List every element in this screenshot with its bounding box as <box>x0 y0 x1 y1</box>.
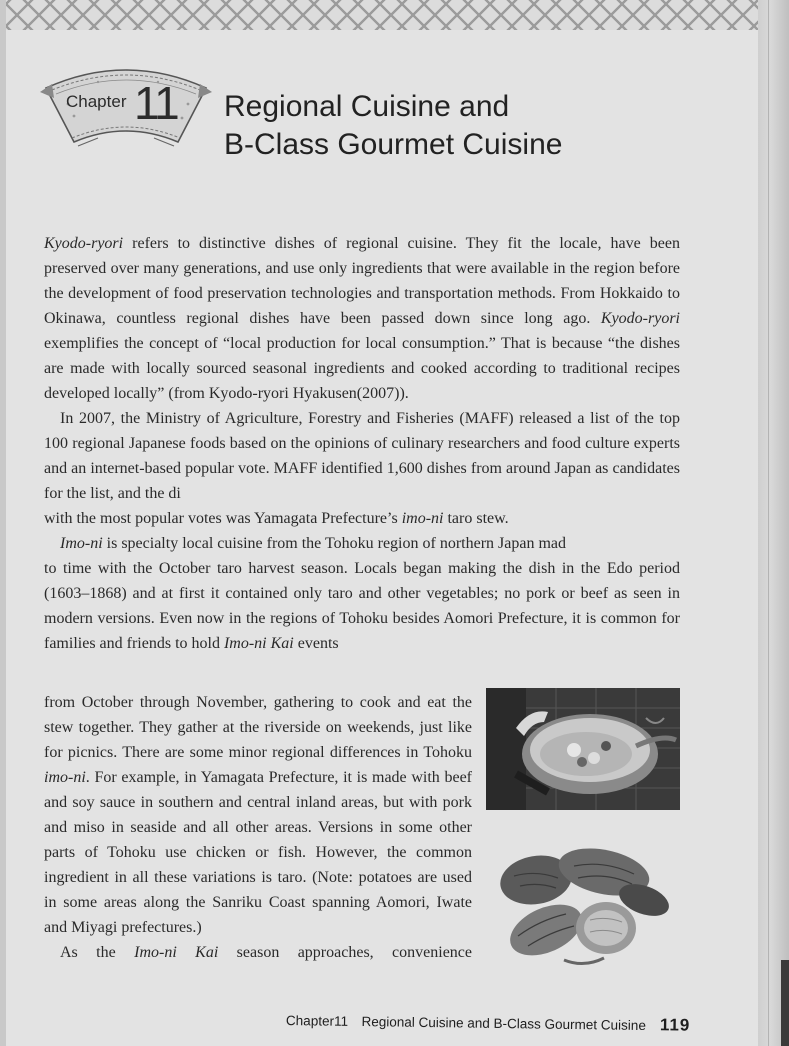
paragraph-1-text-2: exemplifies the concept of “local production for local consumption.” That is because “the dishes are made with locally sourced seasonal ingredients and cooked according to traditional recipes developed locally” (from Kyodo-ryori Hyakusen(2007)). <box>44 335 680 402</box>
running-head: Chapter11 Regional Cuisine and B-Class Gourmet Cuisine <box>285 1013 647 1034</box>
paragraph-3-text-3: events <box>293 635 339 652</box>
chapter-number: 11 <box>134 77 178 129</box>
paragraph-1-text: refers to distinctive dishes of regional cuisine. They fit the locale, have been preserved over many generations, and use only ingredients that were available in the region before the development of food preservation technologies and transportation methods. From Hokkaido to Okinawa, countless regional dishes have been passed down since long ago. <box>44 235 680 327</box>
paragraph-3-wrap-text-2: . For example, in Yamagata Prefecture, it is made with beef and soy sauce in southern and central inland areas, but with pork and miso in seaside and all other areas. Versions in some other parts of Tohoku use chicken or fish. However, the common ingredient in all these variations is taro. (Note: potatoes are used in some areas along the Sanriku Coast spanning Aomori, Iwate and Miyagi prefectures.) <box>44 769 472 936</box>
term-imo-ni-3: imo-ni <box>44 769 86 786</box>
term-kyodo-ryori: Kyodo-ryori <box>44 235 124 252</box>
imo-ni-pot-photo <box>486 688 680 810</box>
chapter-title-line1: Regional Cuisine and <box>224 90 510 123</box>
paragraph-3-wrap-text: from October through November, gathering to cook and eat the stew together. They gather at the riverside on weekends, just like for picnics. There are some minor regional differences in Tohoku <box>44 694 472 761</box>
paragraph-3-text-2: to time with the October taro harvest season. Locals began making the dish in the Edo period (1603–1868) and at first it contained only taro and other vegetables; no pork or beef as seen in modern versions. Even now in the regions of Tohoku besides Aomori Prefecture, it is common for families and friends to hold <box>44 560 680 652</box>
paragraph-2-text: In 2007, the Ministry of Agriculture, Forestry and Fisheries (MAFF) released a list of the top 100 regional Japanese foods based on the opinions of culinary researchers and food culture experts and an internet-based popular vote. MAFF identified 1,600 dishes from around Japan as candidates for the list, and the di <box>44 410 680 502</box>
page-number: 119 <box>659 1015 691 1035</box>
paragraph-3 <box>44 531 680 656</box>
paragraph-4-text-2: season approaches, convenience <box>218 944 473 961</box>
decorative-header-band <box>6 0 758 30</box>
term-imo-ni-2: Imo-ni <box>60 535 103 552</box>
chapter-title <box>224 88 562 164</box>
page-edge <box>758 0 789 1046</box>
paragraph-3-text: is specialty local cuisine from the Tohoku region of northern Japan mad <box>102 535 567 552</box>
chapter-badge <box>38 58 214 150</box>
binding-shadow <box>781 960 789 1046</box>
paragraph-4 <box>44 940 472 965</box>
term-imo-ni: imo-ni <box>401 510 444 527</box>
paragraph-2-text-2: with the most popular votes was Yamagata Prefecture’s <box>44 510 402 527</box>
page-footer <box>286 1010 691 1036</box>
term-imo-ni-kai: Imo-ni Kai <box>223 635 294 652</box>
paragraph-3-continued <box>44 690 472 940</box>
term-kyodo-ryori-2: Kyodo-ryori <box>600 310 680 327</box>
chapter-title-line2: B-Class Gourmet Cuisine <box>224 128 563 161</box>
body-text <box>44 231 680 656</box>
paragraph-2-text-3: taro stew. <box>443 510 509 527</box>
wrapped-body-text <box>44 690 472 965</box>
term-imo-ni-kai-2: Imo-ni Kai <box>134 944 219 961</box>
paragraph-2 <box>44 406 680 531</box>
taro-roots-photo <box>494 840 672 972</box>
book-page <box>6 0 759 1046</box>
chapter-label: Chapter <box>66 92 127 111</box>
paragraph-1 <box>44 231 680 406</box>
paragraph-4-text: As the <box>60 944 135 961</box>
